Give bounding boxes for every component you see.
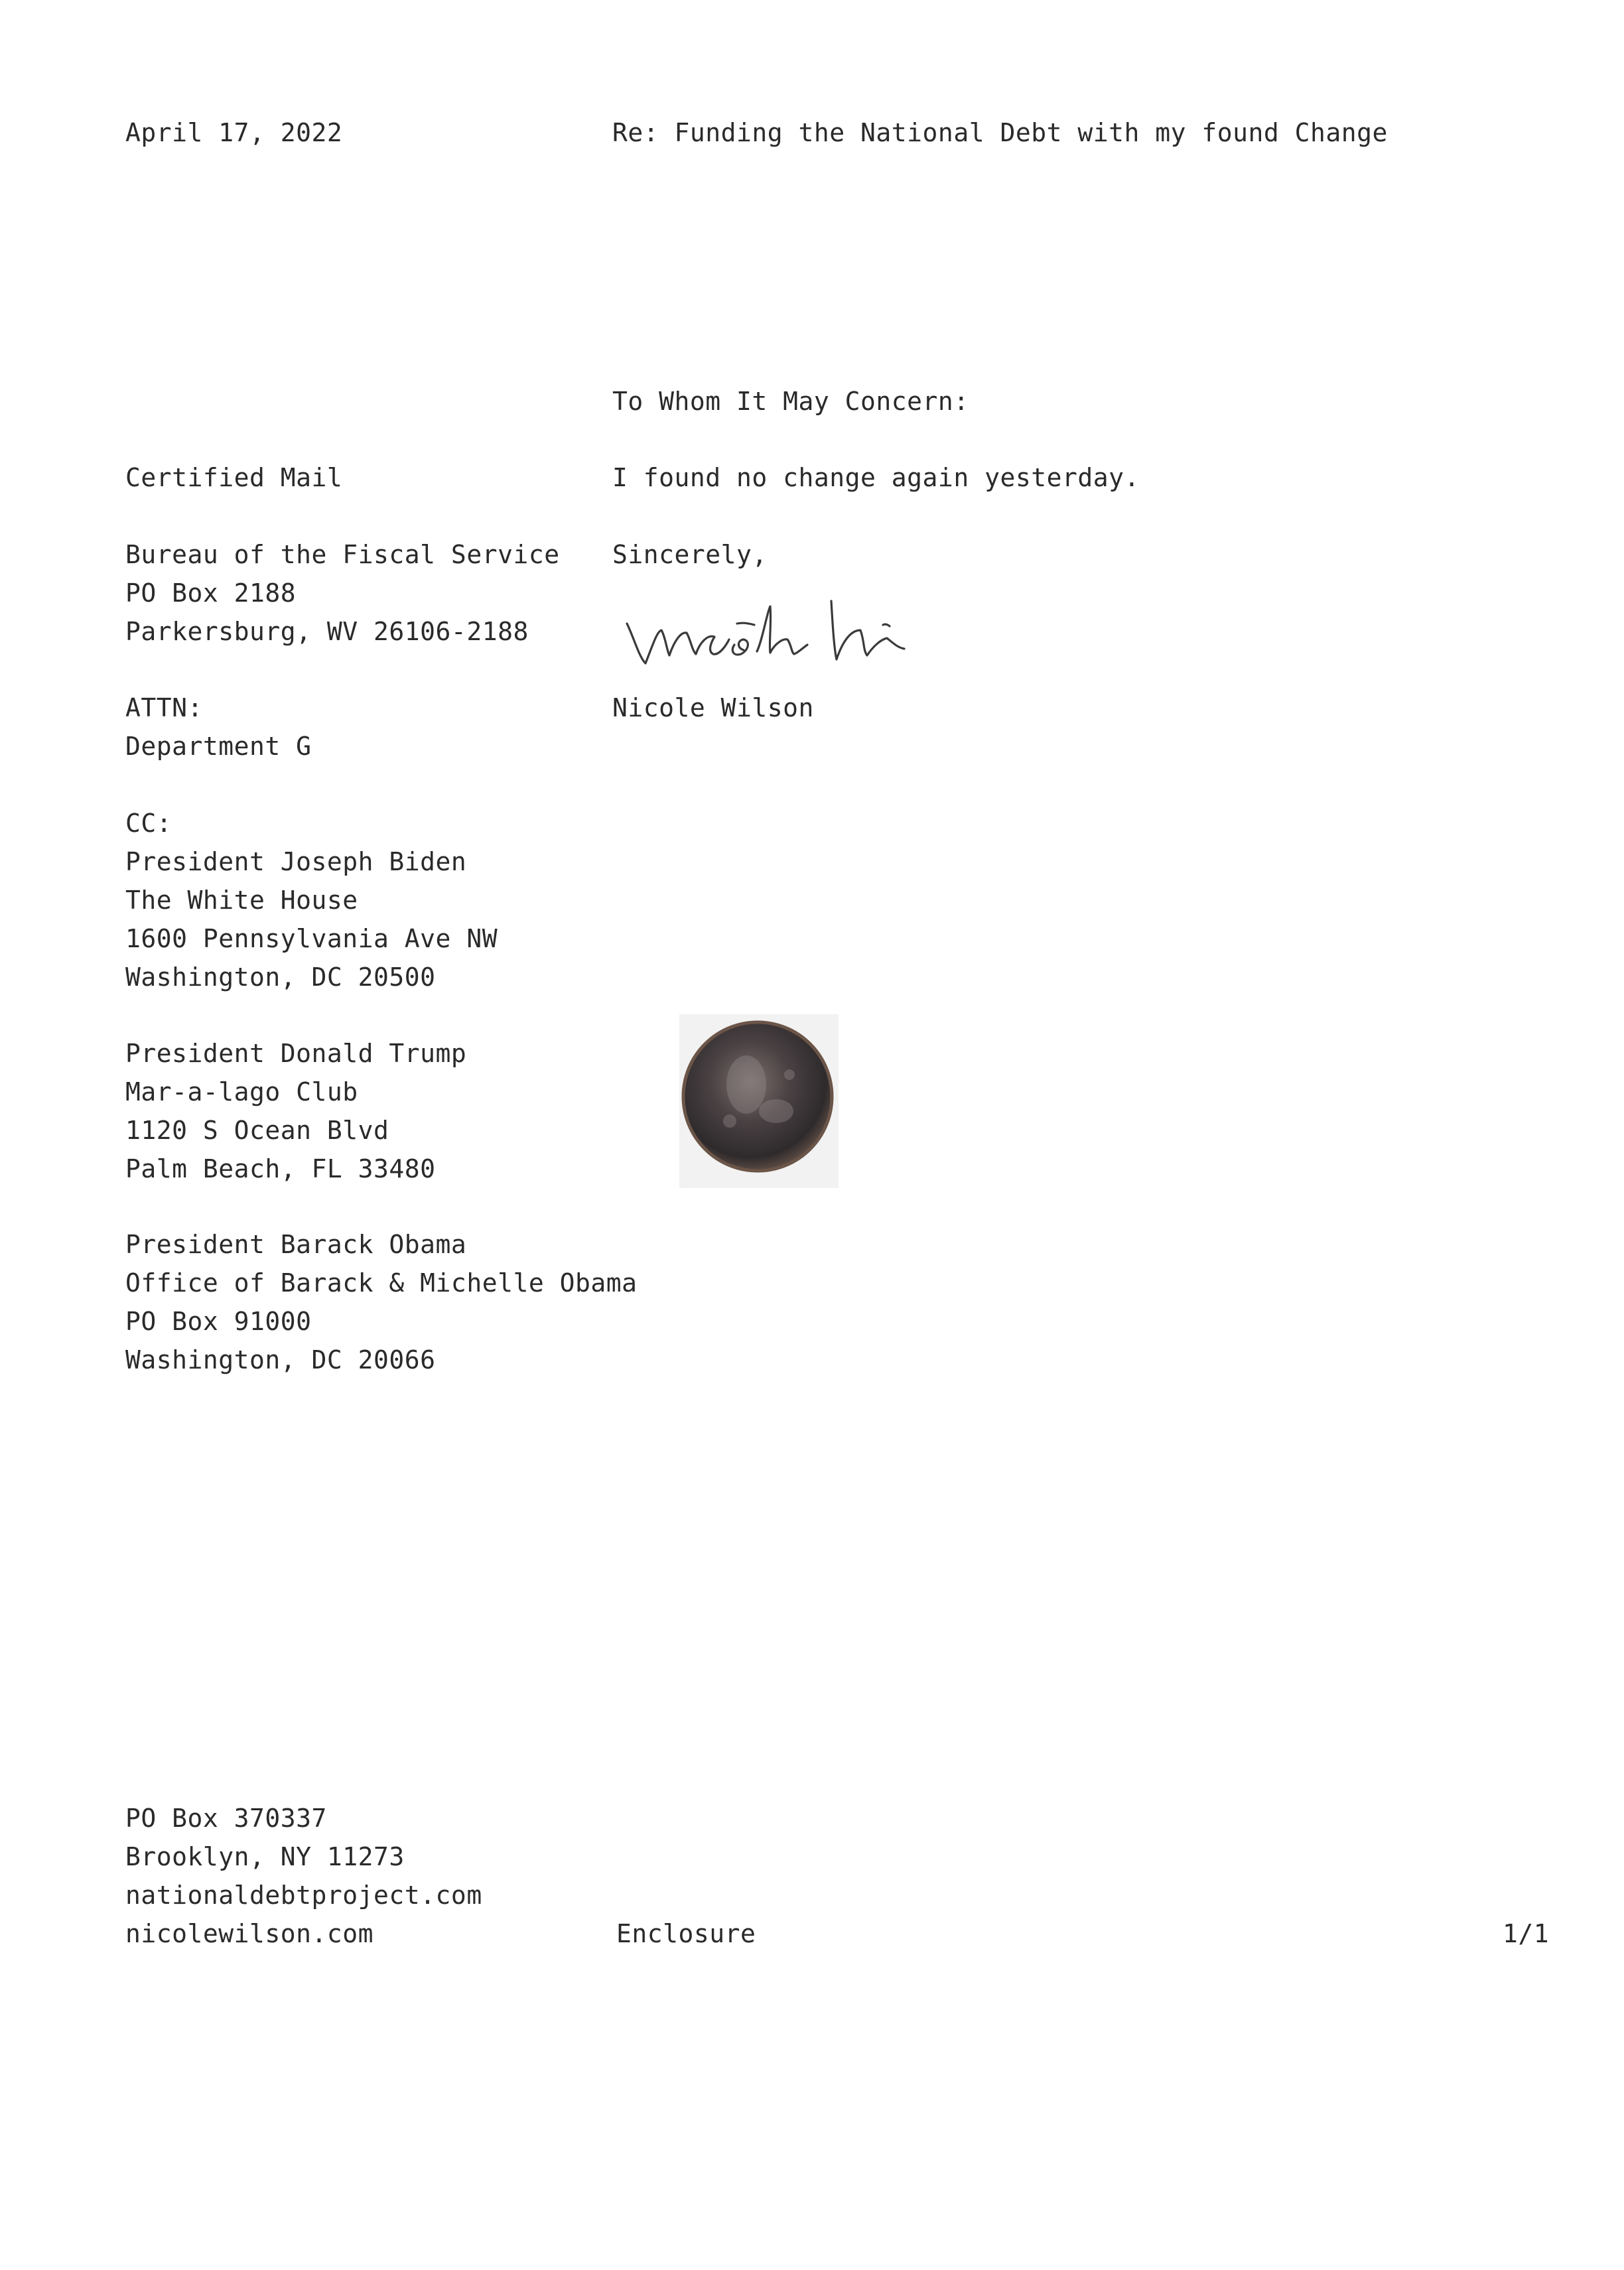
recipient-line: PO Box 2188 (125, 578, 297, 608)
signer-name: Nicole Wilson (612, 693, 814, 722)
letter-date: April 17, 2022 (125, 118, 343, 147)
coin-icon (677, 1012, 843, 1191)
cc-line: 1600 Pennsylvania Ave NW (125, 924, 498, 953)
cc-line: 1120 S Ocean Blvd (125, 1116, 389, 1145)
closing: Sincerely, (612, 540, 768, 569)
cc-label: CC: (125, 809, 172, 838)
cc-line: Washington, DC 20500 (125, 963, 436, 992)
attention-value: Department G (125, 732, 312, 761)
sender-website: nationaldebtproject.com (125, 1881, 482, 1910)
letter-subject: Re: Funding the National Debt with my found Change (612, 118, 1388, 147)
sender-line: Brooklyn, NY 11273 (125, 1842, 405, 1871)
cc-block-2 (125, 1034, 466, 1188)
cc-line: President Barack Obama (125, 1230, 467, 1259)
recipient-address (125, 535, 560, 651)
signature-image (620, 584, 992, 683)
cc-line: President Joseph Biden (125, 847, 467, 876)
cc-line: Washington, DC 20066 (125, 1345, 436, 1374)
delivery-method: Certified Mail (125, 463, 343, 492)
cc-block-1 (125, 804, 498, 996)
sender-line: PO Box 370337 (125, 1804, 327, 1833)
cc-line: President Donald Trump (125, 1039, 467, 1068)
cc-line: PO Box 91000 (125, 1307, 312, 1336)
letter-body: I found no change again yesterday. (612, 463, 1140, 492)
sender-website: nicolewilson.com (125, 1919, 374, 1948)
cc-line: Office of Barack & Michelle Obama (125, 1268, 638, 1298)
sender-address (125, 1799, 482, 1953)
attention-block (125, 689, 312, 766)
cc-line: Mar-a-lago Club (125, 1077, 358, 1106)
recipient-line: Parkersburg, WV 26106-2188 (125, 617, 529, 646)
cc-line: Palm Beach, FL 33480 (125, 1154, 436, 1183)
cc-block-3 (125, 1225, 637, 1379)
attention-label: ATTN: (125, 693, 203, 722)
enclosure-label: Enclosure (616, 1919, 756, 1948)
page-number: 1/1 (1503, 1919, 1550, 1948)
cc-line: The White House (125, 886, 358, 915)
recipient-line: Bureau of the Fiscal Service (125, 540, 560, 569)
salutation: To Whom It May Concern: (612, 387, 969, 416)
